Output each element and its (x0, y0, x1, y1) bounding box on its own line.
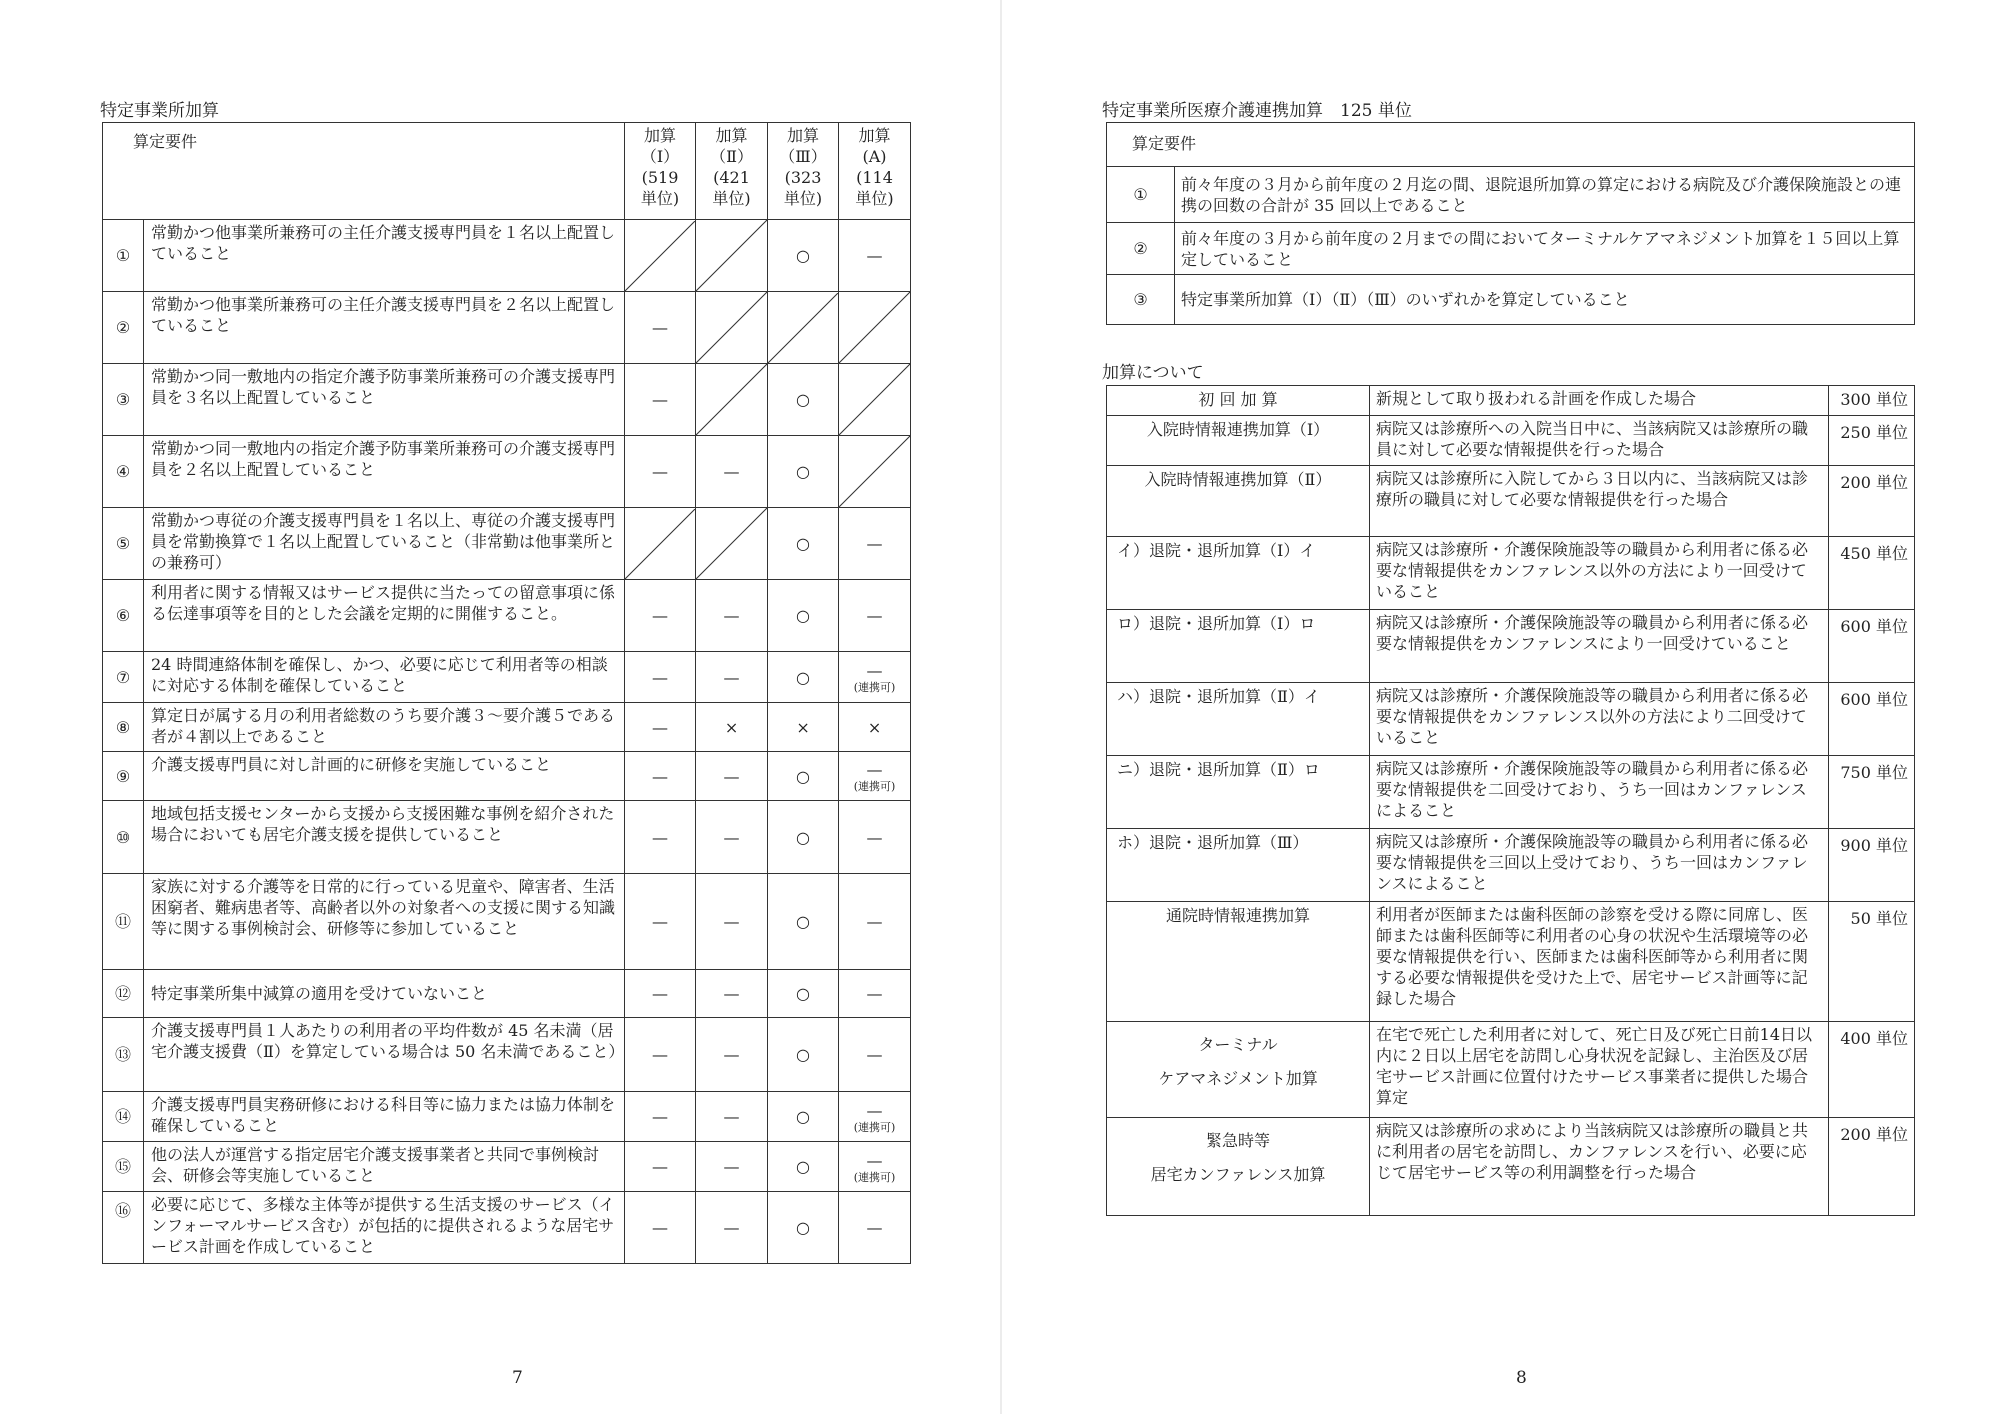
mark-cell: — (625, 364, 696, 436)
table-row (1107, 756, 1915, 829)
mark-cell: — (連携可) (839, 752, 911, 801)
row-number: ⑯ (103, 1192, 144, 1264)
col-header-kasan-1: 加算 （Ⅰ） (519 単位) (625, 123, 696, 220)
kasan-name: ターミナル ケアマネジメント加算 (1107, 1022, 1370, 1118)
collab-note: (連携可) (853, 780, 896, 793)
mark-cell: — (696, 752, 768, 801)
requirement-text: 家族に対する介護等を日常的に行っている児童や、障害者、生活困窮者、難病患者等、高齢者以外の対象者への支援に関する知識等に関する事例検討会、研修等に参加していること (144, 874, 625, 970)
kasan-section-title: 加算について (1102, 363, 1204, 383)
mark-cell: ○ (768, 1142, 839, 1192)
table-row (1107, 223, 1915, 275)
table-row (1107, 902, 1915, 1022)
left-section-title: 特定事業所加算 (100, 101, 219, 121)
kasan-desc: 病院又は診療所・介護保険施設等の職員から利用者に係る必要な情報提供をカンファレンス以外の方法により一回受けていること (1370, 537, 1829, 610)
requirement-text: 24 時間連絡体制を確保し、かつ、必要に応じて利用者等の相談に対応する体制を確保していること (144, 652, 625, 703)
kasan-unit: 900 単位 (1829, 829, 1915, 902)
kasan-unit: 200 単位 (1829, 466, 1915, 537)
kasan-unit: 600 単位 (1829, 610, 1915, 683)
row-number: ⑬ (103, 1018, 144, 1092)
table-row (103, 801, 911, 874)
mark-cell: — (625, 703, 696, 752)
tokutei-jigyosho-table (102, 122, 911, 1264)
kasan-desc: 病院又は診療所への入院当日中に、当該病院又は診療所の職員に対して必要な情報提供を行った場合 (1370, 416, 1829, 466)
kasan-desc: 利用者が医師または歯科医師の診察を受ける際に同席し、医師または歯科医師等に利用者の心身の状況や生活環境等の必要な情報提供を行い、医師または歯科医師等から利用者に関する必要な情報提供を受けた上で、居宅サービス計画等に記録した場合 (1370, 902, 1829, 1022)
requirement-text: 介護支援専門員に対し計画的に研修を実施していること (144, 752, 625, 801)
mark-cell: — (839, 580, 911, 652)
kasan-desc: 病院又は診療所・介護保険施設等の職員から利用者に係る必要な情報提供をカンファレンス以外の方法により二回受けていること (1370, 683, 1829, 756)
table-row (103, 970, 911, 1018)
table-row (1107, 416, 1915, 466)
not-applicable-cell (696, 364, 768, 436)
kasan-unit: 600 単位 (1829, 683, 1915, 756)
mark-cell: — (696, 970, 768, 1018)
mark-cell: × (768, 703, 839, 752)
mark-cell: ○ (768, 1192, 839, 1264)
mark-cell: — (625, 436, 696, 508)
mark-cell: — (696, 1018, 768, 1092)
kasan-unit: 250 単位 (1829, 416, 1915, 466)
mark-cell: ○ (768, 220, 839, 292)
not-applicable-cell (696, 292, 768, 364)
row-number: ② (103, 292, 144, 364)
row-number: ⑤ (103, 508, 144, 580)
mark-cell: — (625, 801, 696, 874)
mark-cell: — (839, 801, 911, 874)
row-number: ⑭ (103, 1092, 144, 1142)
mark-cell: — (839, 220, 911, 292)
collab-note: (連携可) (853, 681, 896, 694)
mark-cell: — (625, 1018, 696, 1092)
kasan-unit: 450 単位 (1829, 537, 1915, 610)
row-number: ③ (103, 364, 144, 436)
col-header-kasan-a: 加算 (A) (114 単位) (839, 123, 911, 220)
table-row (1107, 275, 1915, 325)
mark-cell: ○ (768, 801, 839, 874)
mark-cell: ○ (768, 364, 839, 436)
requirement-text: 地域包括支援センターから支援から支援困難な事例を紹介された場合においても居宅介護支援を提供していること (144, 801, 625, 874)
not-applicable-cell (768, 292, 839, 364)
kasan-name: 入院時情報連携加算（Ⅱ） (1107, 466, 1370, 537)
row-number: ⑧ (103, 703, 144, 752)
table-row (103, 220, 911, 292)
requirement-text: 介護支援専門員１人あたりの利用者の平均件数が 45 名未満（居宅介護支援費（Ⅱ）を算定している場合は 50 名未満であること） (144, 1018, 625, 1092)
mark-cell: — (625, 652, 696, 703)
not-applicable-cell (839, 364, 911, 436)
mark-cell: ○ (768, 436, 839, 508)
collab-note: (連携可) (853, 1120, 896, 1134)
requirement-text: 介護支援専門員実務研修における科目等に協力または協力体制を確保していること (144, 1092, 625, 1142)
requirement-text: 前々年度の３月から前年度の２月までの間においてターミナルケアマネジメント加算を１５回以上算定していること (1175, 223, 1915, 275)
row-number: ⑦ (103, 652, 144, 703)
requirement-text: 必要に応じて、多様な主体等が提供する生活支援のサービス（インフォーマルサービス含む）が包括的に提供されるような居宅サービス計画を作成していること (144, 1192, 625, 1264)
table-row (103, 1018, 911, 1092)
table-row (1107, 386, 1915, 416)
not-applicable-cell (696, 220, 768, 292)
mark-cell: — (839, 1018, 911, 1092)
table-row (103, 1192, 911, 1264)
table-row (103, 364, 911, 436)
kasan-unit: 750 単位 (1829, 756, 1915, 829)
mark-cell: — (696, 1192, 768, 1264)
requirement-text: 利用者に関する情報又はサービス提供に当たっての留意事項に係る伝達事項等を目的とした会議を定期的に開催すること。 (144, 580, 625, 652)
mark-cell: — (839, 1192, 911, 1264)
table-row (1107, 829, 1915, 902)
not-applicable-cell (696, 508, 768, 580)
requirement-text: 前々年度の３月から前年度の２月迄の間、退院退所加算の算定における病院及び介護保険施設との連携の回数の合計が 35 回以上であること (1175, 167, 1915, 223)
mark-cell: — (696, 580, 768, 652)
mark-cell: — (625, 752, 696, 801)
kasan-desc: 病院又は診療所・介護保険施設等の職員から利用者に係る必要な情報提供を三回以上受けており、うち一回はカンファレンスによること (1370, 829, 1829, 902)
mark-cell: ○ (768, 1092, 839, 1142)
mark-cell: ○ (768, 652, 839, 703)
kasan-desc: 病院又は診療所・介護保険施設等の職員から利用者に係る必要な情報提供を二回受けており、うち一回はカンファレンスによること (1370, 756, 1829, 829)
table-row (1107, 537, 1915, 610)
not-applicable-cell (839, 436, 911, 508)
requirement-text: 特定事業所集中減算の適用を受けていないこと (144, 970, 625, 1018)
table-row (103, 1142, 911, 1192)
mark-cell: — (連携可) (839, 1092, 911, 1142)
mark-cell: — (839, 874, 911, 970)
table-row (103, 508, 911, 580)
col-header-kasan-2: 加算 （Ⅱ） (421 単位) (696, 123, 768, 220)
table-header-row (103, 123, 911, 220)
kasan-name: 初 回 加 算 (1107, 386, 1370, 416)
requirement-text: 算定日が属する月の利用者総数のうち要介護３～要介護５である者が４割以上であること (144, 703, 625, 752)
mark-cell: — (625, 1092, 696, 1142)
mark-cell: ○ (768, 508, 839, 580)
iryo-kaigo-renkei-table (1106, 122, 1915, 325)
table-row (1107, 1022, 1915, 1118)
mark-cell: ○ (768, 1018, 839, 1092)
mark-cell: ○ (768, 874, 839, 970)
mark-cell: ○ (768, 752, 839, 801)
row-number: ① (1107, 167, 1175, 223)
table-row (103, 703, 911, 752)
table-row (103, 436, 911, 508)
kasan-desc: 病院又は診療所・介護保険施設等の職員から利用者に係る必要な情報提供をカンファレンスにより一回受けていること (1370, 610, 1829, 683)
mark-cell: ○ (768, 970, 839, 1018)
mark-cell: × (839, 703, 911, 752)
kasan-name: 緊急時等 居宅カンファレンス加算 (1107, 1118, 1370, 1216)
kasan-desc: 新規として取り扱われる計画を作成した場合 (1370, 386, 1829, 416)
kasan-desc: 病院又は診療所に入院してから３日以内に、当該病院又は診療所の職員に対して必要な情報提供を行った場合 (1370, 466, 1829, 537)
table-row (1107, 167, 1915, 223)
kasan-name: 入院時情報連携加算（Ⅰ） (1107, 416, 1370, 466)
mark-cell: × (696, 703, 768, 752)
kasan-unit: 400 単位 (1829, 1022, 1915, 1118)
table-row (103, 580, 911, 652)
table-row (1107, 683, 1915, 756)
right-section-title: 特定事業所医療介護連携加算 125 単位 (1102, 101, 1412, 121)
table-row (103, 874, 911, 970)
requirement-text: 他の法人が運営する指定居宅介護支援事業者と共同で事例検討会、研修会等実施していること (144, 1142, 625, 1192)
collab-note: (連携可) (853, 1170, 896, 1184)
table-row (103, 292, 911, 364)
table-row (1107, 466, 1915, 537)
mark-cell: ○ (768, 580, 839, 652)
requirement-text: 常勤かつ同一敷地内の指定介護予防事業所兼務可の介護支援専門員を２名以上配置していること (144, 436, 625, 508)
kasan-name: ロ）退院・退所加算（Ⅰ）ロ (1107, 610, 1370, 683)
kasan-unit: 200 単位 (1829, 1118, 1915, 1216)
requirement-text: 常勤かつ専従の介護支援専門員を１名以上、専従の介護支援専門員を常勤換算で１名以上配置していること（非常勤は他事業所との兼務可） (144, 508, 625, 580)
row-number: ⑫ (103, 970, 144, 1018)
kasan-desc: 病院又は診療所の求めにより当該病院又は診療所の職員と共に利用者の居宅を訪問し、カンファレンスを行い、必要に応じて居宅サービス等の利用調整を行った場合 (1370, 1118, 1829, 1216)
table-row (1107, 1118, 1915, 1216)
page-fold (1000, 0, 1002, 1414)
mark-cell: — (696, 874, 768, 970)
mark-cell: — (625, 970, 696, 1018)
table-row (1107, 610, 1915, 683)
mark-cell: — (625, 292, 696, 364)
row-number: ⑥ (103, 580, 144, 652)
requirement-text: 常勤かつ他事業所兼務可の主任介護支援専門員を２名以上配置していること (144, 292, 625, 364)
mark-cell: — (連携可) (839, 1142, 911, 1192)
kasan-name: 通院時情報連携加算 (1107, 902, 1370, 1022)
row-number: ④ (103, 436, 144, 508)
row-number: ⑩ (103, 801, 144, 874)
requirements-header: 算定要件 (1107, 123, 1915, 167)
kasan-desc: 在宅で死亡した利用者に対して、死亡日及び死亡日前14日以内に２日以上居宅を訪問し心身状況を記録し、主治医及び居宅サービス計画に位置付けたサービス事業者に提供した場合算定 (1370, 1022, 1829, 1118)
table-header-row (1107, 123, 1915, 167)
kasan-name: ハ）退院・退所加算（Ⅱ）イ (1107, 683, 1370, 756)
requirement-text: 特定事業所加算（Ⅰ）（Ⅱ）（Ⅲ）のいずれかを算定していること (1175, 275, 1915, 325)
table-row (103, 752, 911, 801)
col-header-kasan-3: 加算 （Ⅲ） (323 単位) (768, 123, 839, 220)
mark-cell: — (839, 508, 911, 580)
mark-cell: — (625, 1142, 696, 1192)
mark-cell: — (連携可) (839, 652, 911, 703)
requirement-text: 常勤かつ他事業所兼務可の主任介護支援専門員を１名以上配置していること (144, 220, 625, 292)
row-number: ⑨ (103, 752, 144, 801)
mark-cell: — (696, 652, 768, 703)
page-number-left: 7 (512, 1368, 523, 1388)
mark-cell: — (625, 874, 696, 970)
kasan-unit: 50 単位 (1829, 902, 1915, 1022)
page-number-right: 8 (1516, 1368, 1527, 1388)
mark-cell: — (839, 970, 911, 1018)
requirement-text: 常勤かつ同一敷地内の指定介護予防事業所兼務可の介護支援専門員を３名以上配置していること (144, 364, 625, 436)
mark-cell: — (696, 1092, 768, 1142)
kasan-name: イ）退院・退所加算（Ⅰ）イ (1107, 537, 1370, 610)
mark-cell: — (696, 436, 768, 508)
requirements-header: 算定要件 (103, 123, 625, 220)
mark-cell: — (625, 1192, 696, 1264)
kasan-name: ニ）退院・退所加算（Ⅱ）ロ (1107, 756, 1370, 829)
row-number: ② (1107, 223, 1175, 275)
row-number: ① (103, 220, 144, 292)
table-row (103, 1092, 911, 1142)
table-row (103, 652, 911, 703)
kasan-table (1106, 385, 1915, 1216)
not-applicable-cell (625, 220, 696, 292)
mark-cell: — (625, 580, 696, 652)
mark-cell: — (696, 801, 768, 874)
not-applicable-cell (839, 292, 911, 364)
mark-cell: — (696, 1142, 768, 1192)
kasan-name: ホ）退院・退所加算（Ⅲ） (1107, 829, 1370, 902)
row-number: ⑮ (103, 1142, 144, 1192)
row-number: ③ (1107, 275, 1175, 325)
not-applicable-cell (625, 508, 696, 580)
row-number: ⑪ (103, 874, 144, 970)
kasan-unit: 300 単位 (1829, 386, 1915, 416)
